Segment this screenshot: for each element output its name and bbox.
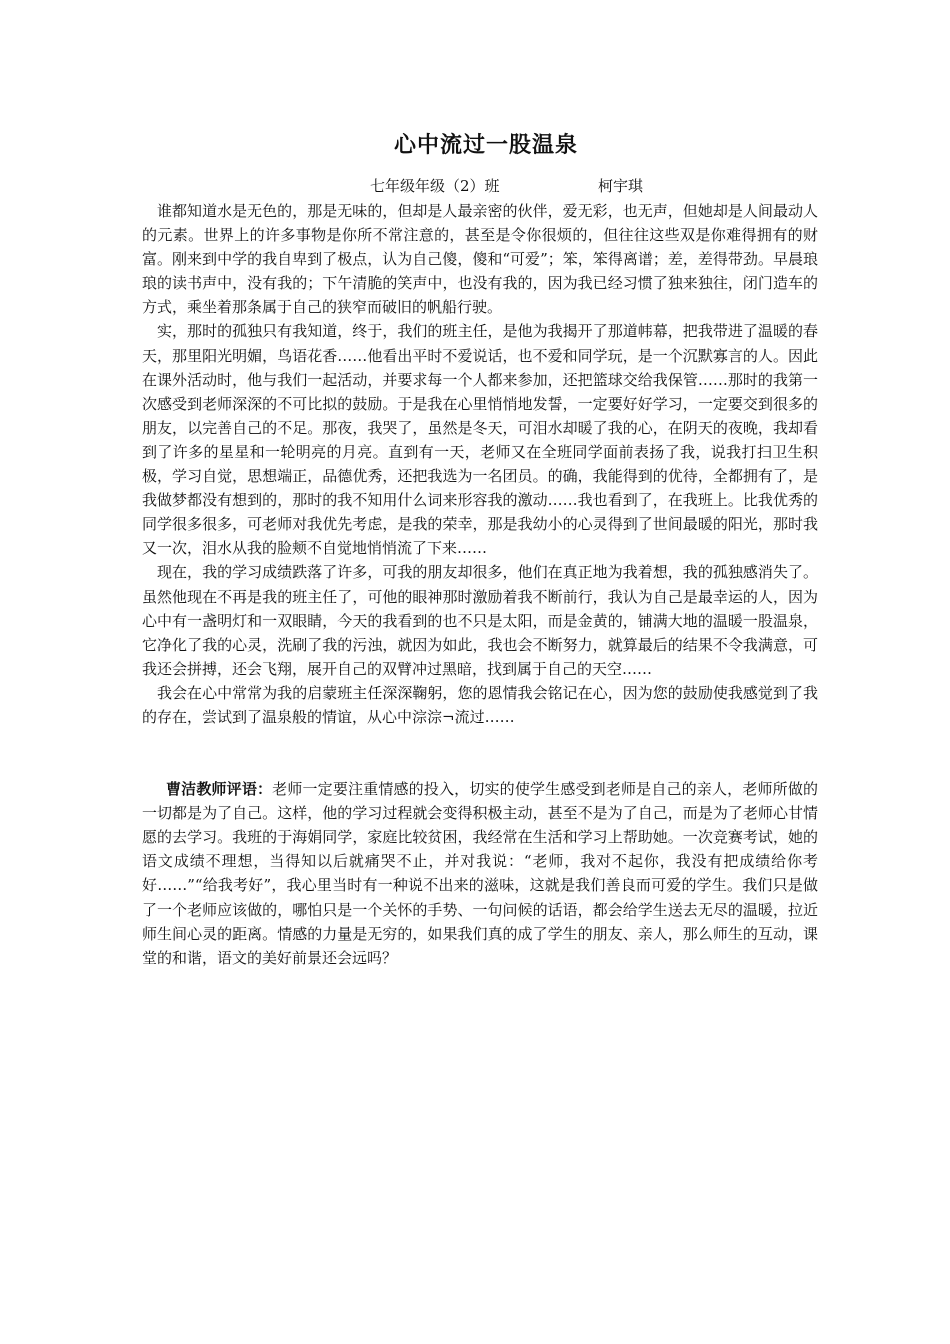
section-gap [142, 729, 818, 777]
author-name: 柯宇琪 [598, 177, 644, 195]
teacher-comment-paragraph [142, 777, 818, 970]
document-page [142, 128, 818, 970]
teacher-comment-text: 老师一定要注重情感的投入，切实的使学生感受到老师是自己的亲人，老师所做的一切都是为了自己。这样，他的学习过程就会变得积极主动，甚至不是为了自己，而是为了老师心甘情愿的去学习。我班的于海娟同学，家庭比较贫困，我经常在生活和学习上帮助她。一次竞赛考试，她的语文成绩不理想，当得知以后就痛哭不止，并对我说：“老师，我对不起你，我没有把成绩给你考好……”“给我考好”，我心里当时有一种说不出来的滋味，这就是我们善良而可爱的学生。我们只是做了一个老师应该做的，哪怕只是一个关怀的手势、一句问候的话语，都会给学生送去无尽的温暖，拉近师生间心灵的距离。情感的力量是无穷的，如果我们真的成了学生的朋友、亲人，那么师生的互动，课堂的和谐，语文的美好前景还会远吗？ [142, 780, 818, 967]
byline [142, 175, 818, 197]
essay-paragraph-1: 谁都知道水是无色的，那是无味的，但却是人最亲密的伙伴，爱无彩，也无声，但她却是人间最动人的元素。世界上的许多事物是你所不常注意的，甚至是令你很烦的，但往往这些双是你难得拥有的财富。刚来到中学的我自卑到了极点，认为自己傻，傻和“可爱”；笨，笨得离谱；差，差得带劲。早晨琅琅的读书声中，没有我的；下午清脆的笑声中，也没有我的，因为我已经习惯了独来独往，闭门造车的方式，乘坐着那条属于自己的狭窄而破旧的帆船行驶。 [142, 202, 818, 317]
teacher-comment-label: 曹洁教师评语： [166, 780, 273, 799]
class-name: 七年级年级（2）班 [370, 177, 500, 195]
essay-title: 心中流过一股温泉 [393, 132, 578, 158]
essay-paragraph-2: 实，那时的孤独只有我知道，终于，我们的班主任，是他为我揭开了那道帏幕，把我带进了温暖的春天，那里阳光明媚，鸟语花香……他看出平时不爱说话，也不爱和同学玩，是一个沉默寡言的人。因此在课外活动时，他与我们一起活动，并要求每一个人都来参加，还把篮球交给我保管……那时的我第一次感受到老师深深的不可比拟的鼓励。于是我在心里悄悄地发誓，一定要好好学习，一定要交到很多的朋友，以完善自己的不足。那夜，我哭了，虽然是冬天，可泪水却暖了我的心，在阴天的夜晚，我却看到了许多的星星和一轮明亮的月亮。直到有一天，老师又在全班同学面前表扬了我，说我打扫卫生积极，学习自觉，思想端正，品德优秀，还把我选为一名团员。的确，我能得到的优待，全都拥有了，是我做梦都没有想到的，那时的我不知用什么词来形容我的激动……我也看到了，在我班上。比我优秀的同学很多很多，可老师对我优先考虑，是我的荣幸，那是我幼小的心灵得到了世间最暖的阳光，那时我又一次，泪水从我的脸颊不自觉地悄悄流了下来…… [142, 322, 818, 558]
essay-paragraph-4: 我会在心中常常为我的启蒙班主任深深鞠躬，您的恩情我会铭记在心，因为您的鼓励使我感觉到了我的存在，尝试到了温泉般的情谊，从心中淙淙¬流过…… [142, 683, 818, 726]
teacher-comment [142, 777, 818, 970]
essay-body [142, 199, 818, 729]
essay-paragraph-3: 现在，我的学习成绩跌落了许多，可我的朋友却很多，他们在真正地为我着想，我的孤独感消失了。虽然他现在不再是我的班主任了，可他的眼神那时激励着我不断前行，我认为自己是最幸运的人，因为心中有一盏明灯和一双眼睛，今天的我看到的也不只是太阳，而是金黄的，铺满大地的温暖一股温泉，它净化了我的心灵，洗刷了我的污浊，就因为如此，我也会不断努力，就算最后的结果不令我满意，可我还会拼搏，还会飞翔，展开自己的双臂冲过黑暗，找到属于自己的天空…… [142, 563, 818, 678]
